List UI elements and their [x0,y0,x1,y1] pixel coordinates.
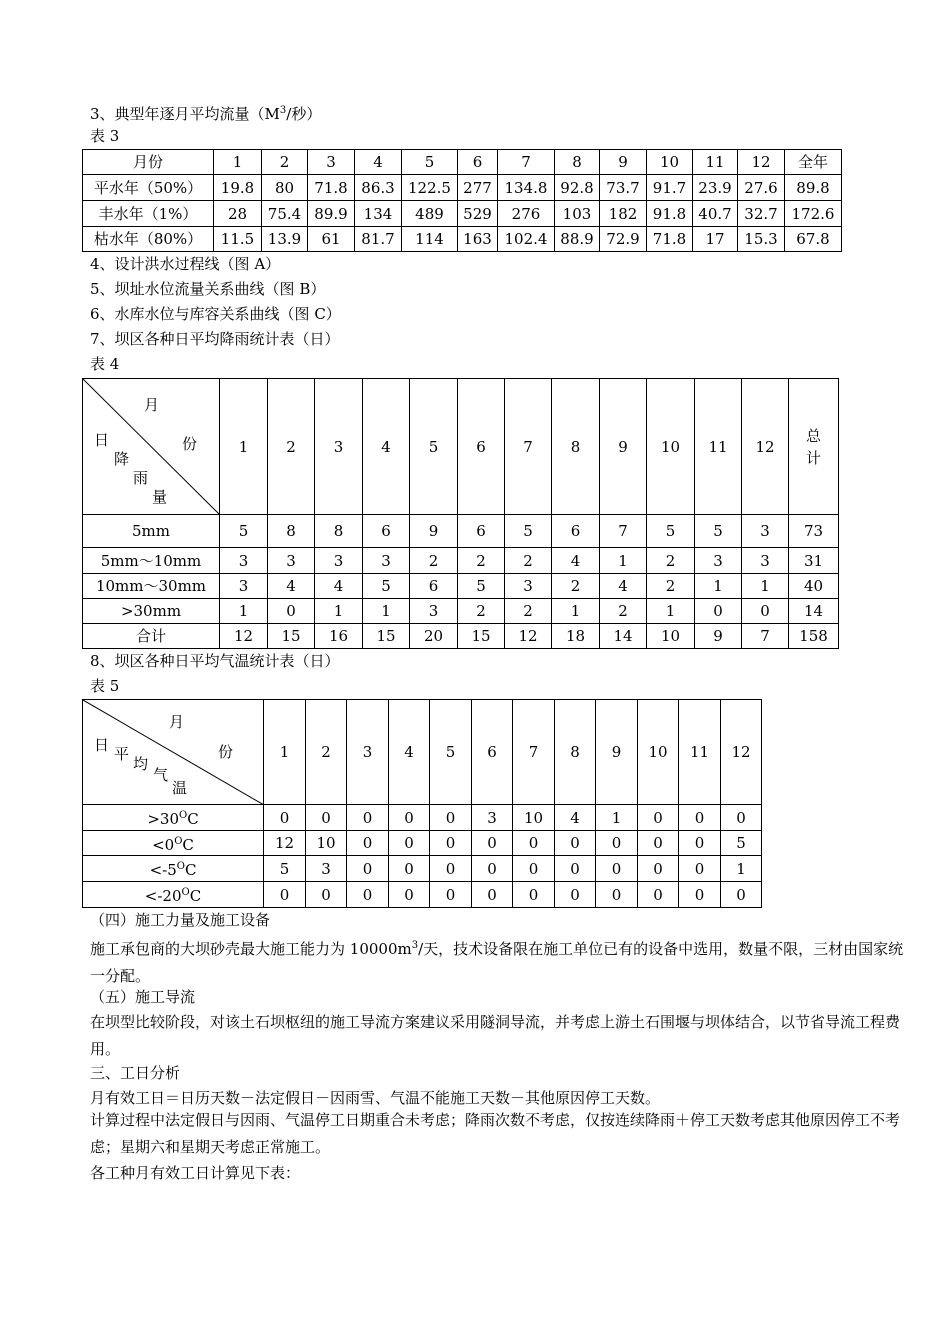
table4-row [83,515,839,548]
table3-cell: 276 [498,201,555,227]
table4-cell: 1 [647,599,695,624]
table3-row-label: 平水年（50%） [83,175,214,201]
corner-label-wen: 温 [172,779,188,797]
table3-cell: 71.8 [647,227,693,252]
table4-cell: 1 [220,599,268,624]
table3-cell: 529 [458,201,498,227]
table3-header-cell: 11 [693,150,738,175]
table3-header-cell: 6 [458,150,498,175]
table4-row-label: 5mm～10mm [83,548,220,574]
table3-cell: 172.6 [785,201,842,227]
table4-cell: 5 [505,515,552,548]
table4-cell: 8 [268,515,315,548]
table3-cell: 15.3 [738,227,785,252]
table5-row [83,856,762,882]
table5-row-label: $<-20^OC$ [83,882,264,908]
corner-label-yu: 雨 [133,469,149,487]
table4-cell: 0 [268,599,315,624]
table5-cell: 0 [389,856,430,882]
table4-cell: 1 [552,599,600,624]
table4-cell: 2 [505,599,552,624]
table3-header-cell: 全年 [785,150,842,175]
table5-row [83,882,762,908]
table4-cell: 15 [458,624,505,649]
table3-header-cell: 3 [308,150,355,175]
table4-month-header: 9 [600,379,647,515]
table4-cell: 1 [742,574,789,599]
table5-cell: 0 [679,805,721,831]
table4-cell: 31 [789,548,839,574]
table4-cell: 5 [647,515,695,548]
table4-month-header: 4 [363,379,410,515]
table5-cell: 0 [472,856,513,882]
table4-cell: 4 [552,548,600,574]
table4-cell: 0 [742,599,789,624]
corner-label-fen: 份 [182,435,198,453]
table4-cell: 3 [742,548,789,574]
table3-cell: 114 [402,227,458,252]
table3-header-row [83,150,842,175]
table4-row [83,574,839,599]
table5-cell: 0 [264,882,306,908]
table5-cell: 0 [596,882,638,908]
table5-cell: 0 [638,831,679,856]
table3-header-cell: 12 [738,150,785,175]
section4-title: （四）施工力量及施工设备 [90,911,271,929]
table3-cell: 19.8 [214,175,262,201]
table3-header-cell: 月份 [83,150,214,175]
table5-month-header: 5 [430,700,472,805]
table4-month-header: 11 [695,379,742,515]
table4-corner-cell [83,379,220,515]
table5-cell: 3 [472,805,513,831]
table3-caption: 表 3 [90,127,120,145]
corner-label-jiang: 降 [114,450,130,468]
table4-cell: 20 [410,624,458,649]
table5-cell: 0 [679,831,721,856]
table4-cell: 3 [220,548,268,574]
table4-cell: 3 [315,548,363,574]
table4-cell: 3 [742,515,789,548]
table3-cell: 72.9 [600,227,647,252]
table3-cell: 122.5 [402,175,458,201]
section5-paragraph: 在坝型比较阶段，对该土石坝枢纽的施工导流方案建议采用隧洞导流，并考虑上游土石围堰与坝体结合，以节省导流工程费用。 [90,1013,901,1058]
table4-cell: 4 [600,574,647,599]
table3-cell: 32.7 [738,201,785,227]
table5-month-header: 8 [555,700,596,805]
table4-cell: 2 [410,548,458,574]
table5-cell: 0 [347,882,389,908]
table3-cell: 91.8 [647,201,693,227]
corner-label-jun: 均 [133,755,149,773]
table5-cell: 0 [638,882,679,908]
table4-cell: 2 [458,548,505,574]
table5-month-header: 7 [513,700,555,805]
section4-paragraph: 施工承包商的大坝砂壳最大施工能力为 $10000m^3/$天，技术设备限在施工单位已有的设备中选用，数量不限，三材由国家统一分配。 [90,940,904,985]
table4-cell: 158 [789,624,839,649]
table3-cell: 17 [693,227,738,252]
table4-month-header: 10 [647,379,695,515]
table3-cell: 134 [355,201,402,227]
table5-cell: 0 [721,882,762,908]
table4-cell: 18 [552,624,600,649]
corner-label-fen: 份 [218,743,234,761]
table4-month-header: 3 [315,379,363,515]
table5-cell: 0 [679,882,721,908]
table4-month-header: 12 [742,379,789,515]
item8-text: 8、坝区各种日平均气温统计表（日） [90,652,340,670]
table5-cell: 1 [596,805,638,831]
corner-label-ri: 日 [94,431,110,449]
table3-cell: 102.4 [498,227,555,252]
table5-cell: 3 [306,856,347,882]
table5-cell: 0 [430,805,472,831]
table5-header-row [83,700,762,805]
table3-cell: 80 [262,175,308,201]
table4-cell: 73 [789,515,839,548]
table3-cell: 182 [600,201,647,227]
table5-cell: 0 [306,882,347,908]
item5-text: 5、坝址水位流量关系曲线（图 B） [90,280,326,298]
table4-header-row [83,379,839,515]
table5-cell: 0 [679,856,721,882]
table4-cell: 0 [695,599,742,624]
table3-cell: 89.8 [785,175,842,201]
table5-caption: 表 5 [90,677,120,695]
table5-cell: 10 [306,831,347,856]
table4-cell: 1 [695,574,742,599]
table5-cell: 0 [638,856,679,882]
table3-cell: 88.9 [555,227,600,252]
table3-row-label: 枯水年（80%） [83,227,214,252]
table5-month-header: 3 [347,700,389,805]
table5-cell: 0 [555,882,596,908]
table3-row [83,201,842,227]
item7-text: 7、坝区各种日平均降雨统计表（日） [90,330,340,348]
table3-header-cell: 4 [355,150,402,175]
table3-cell: 86.3 [355,175,402,201]
table3-cell: 28 [214,201,262,227]
table3-cell: 61 [308,227,355,252]
table5-cell: 0 [389,805,430,831]
table3-cell: 134.8 [498,175,555,201]
table5-month-header: 12 [721,700,762,805]
table4-month-header: 6 [458,379,505,515]
table4-row-label: >30mm [83,599,220,624]
table4-row-label: 5mm [83,515,220,548]
table5-row-label: $<-5^OC$ [83,856,264,882]
table4-cell: 15 [363,624,410,649]
table5-temperature [82,699,762,908]
table4-cell: 1 [363,599,410,624]
table4-cell: 14 [789,599,839,624]
table3-header-cell: 5 [402,150,458,175]
table3-cell: 103 [555,201,600,227]
table5-cell: 0 [306,805,347,831]
table4-cell: 9 [410,515,458,548]
table3-cell: 489 [402,201,458,227]
table4-month-header: 5 [410,379,458,515]
table4-month-header: 1 [220,379,268,515]
table4-cell: 15 [268,624,315,649]
table5-cell: 0 [596,856,638,882]
table3-cell: 277 [458,175,498,201]
table4-month-header: 2 [268,379,315,515]
section5-title: （五）施工导流 [90,988,196,1006]
section3-formula: 月有效工日＝日历天数－法定假日－因雨雪、气温不能施工天数－其他原因停工天数。 [90,1089,661,1107]
item4-text: 4、设计洪水过程线（图 A） [90,255,281,273]
table4-cell: 2 [552,574,600,599]
table5-cell: 0 [472,882,513,908]
table4-rainfall [82,378,839,649]
table5-cell: 0 [430,882,472,908]
table5-cell: 12 [264,831,306,856]
table4-total-row [83,624,839,649]
table4-cell: 14 [600,624,647,649]
table4-cell: 5 [458,574,505,599]
section3-title: 三、工日分析 [90,1064,181,1082]
table5-cell: 10 [513,805,555,831]
table3-cell: 89.9 [308,201,355,227]
table4-cell: 9 [695,624,742,649]
table5-cell: 1 [721,856,762,882]
table3-cell: 75.4 [262,201,308,227]
table5-month-header: 6 [472,700,513,805]
table4-cell: 2 [647,548,695,574]
table4-cell: 3 [505,574,552,599]
table5-cell: 0 [389,831,430,856]
table3-row [83,175,842,201]
table5-cell: 5 [264,856,306,882]
table3-header-cell: 8 [555,150,600,175]
table3-cell: 73.7 [600,175,647,201]
table4-cell: 3 [410,599,458,624]
table4-cell: 4 [268,574,315,599]
table5-cell: 0 [347,856,389,882]
table4-cell: 5 [363,574,410,599]
table4-cell: 6 [363,515,410,548]
table4-cell: 5 [220,515,268,548]
table4-cell: 3 [220,574,268,599]
table5-cell: 0 [430,831,472,856]
table3-cell: 163 [458,227,498,252]
table5-cell: 0 [513,856,555,882]
table5-cell: 0 [430,856,472,882]
table4-cell: 8 [315,515,363,548]
table3-cell: 11.5 [214,227,262,252]
table3-header-cell: 1 [214,150,262,175]
table4-month-header: 8 [552,379,600,515]
table5-cell: 4 [555,805,596,831]
table3-header-cell: 9 [600,150,647,175]
heading-monthly-flow: 3、典型年逐月平均流量（$M^3/$秒） [90,105,322,123]
table4-row-label: 10mm～30mm [83,574,220,599]
total-header-top: 总 [805,426,821,445]
corner-label-qi: 气 [153,766,169,784]
table5-month-header: 9 [596,700,638,805]
table5-month-header: 10 [638,700,679,805]
table3-header-cell: 7 [498,150,555,175]
table3-row [83,227,842,252]
table5-cell: 0 [555,831,596,856]
table4-cell: 1 [315,599,363,624]
table5-row [83,831,762,856]
table5-corner-cell [83,700,264,805]
table5-cell: 0 [555,856,596,882]
table3-monthly-flow [82,149,842,252]
table5-cell: 0 [264,805,306,831]
table3-cell: 81.7 [355,227,402,252]
section3-table-intro: 各工种月有效工日计算见下表： [90,1164,301,1182]
table4-cell: 6 [552,515,600,548]
section3-paragraph: 计算过程中法定假日与因雨、气温停工日期重合未考虑；降雨次数不考虑，仅按连续降雨＋停工天数考虑其他原因停工不考虑；星期六和星期天考虑正常施工。 [90,1111,901,1156]
table3-cell: 67.8 [785,227,842,252]
table4-cell: 7 [600,515,647,548]
corner-label-yue: 月 [169,713,185,731]
table4-cell: 5 [695,515,742,548]
table3-cell: 13.9 [262,227,308,252]
table4-cell: 2 [647,574,695,599]
table5-cell: 0 [347,805,389,831]
table4-cell: 3 [695,548,742,574]
table4-cell: 10 [647,624,695,649]
table4-row [83,548,839,574]
table5-cell: 0 [513,831,555,856]
table4-cell: 12 [220,624,268,649]
table4-cell: 7 [742,624,789,649]
table5-cell: 0 [596,831,638,856]
table4-cell: 6 [410,574,458,599]
corner-label-yue: 月 [144,396,160,414]
table4-row-label: 合计 [83,624,220,649]
table5-row [83,805,762,831]
table4-total-header [789,379,839,515]
table5-month-header: 4 [389,700,430,805]
table4-cell: 2 [505,548,552,574]
table5-month-header: 11 [679,700,721,805]
table5-cell: 0 [721,805,762,831]
table5-month-header: 2 [306,700,347,805]
table4-row [83,599,839,624]
table4-cell: 3 [363,548,410,574]
table3-header-cell: 2 [262,150,308,175]
table3-cell: 71.8 [308,175,355,201]
total-header-bottom: 计 [805,448,821,467]
table5-cell: 0 [472,831,513,856]
corner-label-liang: 量 [152,488,168,506]
corner-label-ping: 平 [114,745,130,763]
table4-cell: 40 [789,574,839,599]
table5-row-label: $<0^OC$ [83,831,264,856]
table5-cell: 0 [513,882,555,908]
table4-cell: 6 [458,515,505,548]
table4-cell: 1 [600,548,647,574]
table5-cell: 0 [389,882,430,908]
table4-cell: 12 [505,624,552,649]
table5-cell: 0 [347,831,389,856]
table4-cell: 16 [315,624,363,649]
table4-cell: 2 [600,599,647,624]
table4-cell: 2 [458,599,505,624]
table5-month-header: 1 [264,700,306,805]
table5-cell: 5 [721,831,762,856]
table4-cell: 3 [268,548,315,574]
table3-row-label: 丰水年（1%） [83,201,214,227]
table3-cell: 23.9 [693,175,738,201]
table3-cell: 92.8 [555,175,600,201]
table3-cell: 91.7 [647,175,693,201]
table5-cell: 0 [638,805,679,831]
item6-text: 6、水库水位与库容关系曲线（图 C） [90,305,341,323]
table4-caption: 表 4 [90,355,120,373]
table5-row-label: $>30^OC$ [83,805,264,831]
table3-cell: 40.7 [693,201,738,227]
table3-header-cell: 10 [647,150,693,175]
table4-month-header: 7 [505,379,552,515]
table3-cell: 27.6 [738,175,785,201]
corner-label-ri: 日 [94,736,110,754]
table4-cell: 4 [315,574,363,599]
